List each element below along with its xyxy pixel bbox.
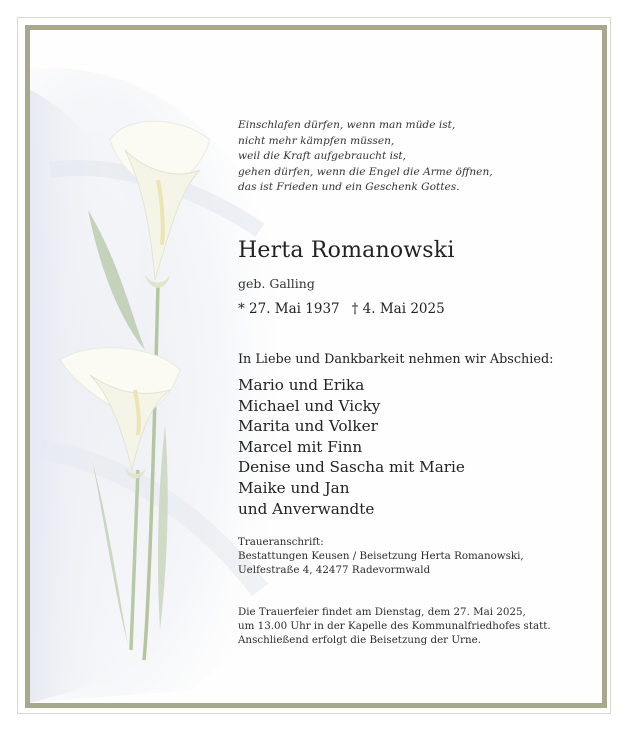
lily-bloom-icon xyxy=(110,121,210,288)
obituary-card xyxy=(25,25,607,708)
death-date: † 4. Mai 2025 xyxy=(351,301,445,317)
poem-line: gehen dürfen, wenn die Engel die Arme öffnen, xyxy=(238,165,493,178)
calla-lily-illustration xyxy=(30,30,250,703)
poem-line: weil die Kraft aufgebraucht ist, xyxy=(238,150,407,163)
service-line: Anschließend erfolgt die Beisetzung der Urne. xyxy=(238,634,481,646)
stem-icon xyxy=(131,285,158,660)
mourner-entry: und Anverwandte xyxy=(238,499,375,518)
service-line: Die Trauerfeier findet am Dienstag, dem 27. Mai 2025, xyxy=(238,606,526,618)
mourner-entry: Marcel mit Finn xyxy=(238,437,363,456)
service-line: um 13.00 Uhr in der Kapelle des Kommunalfriedhofes statt. xyxy=(238,620,551,632)
poem-line: Einschlafen dürfen, wenn man müde ist, xyxy=(238,119,456,131)
poem xyxy=(238,118,493,196)
poem-line: nicht mehr kämpfen müssen, xyxy=(238,134,395,147)
mourning-address xyxy=(238,535,524,577)
mourner-entry: Marita und Volker xyxy=(238,417,378,436)
mourners-list xyxy=(238,375,465,519)
address-line: Bestattungen Keusen / Beisetzung Herta Romanowski, xyxy=(238,550,524,562)
service-info xyxy=(238,605,551,647)
mourner-entry: Maike und Jan xyxy=(238,478,350,497)
farewell-intro: In Liebe und Dankbarkeit nehmen wir Abschied: xyxy=(238,352,554,367)
address-label: Traueranschrift: xyxy=(238,536,324,548)
mourner-entry: Michael und Vicky xyxy=(238,396,381,415)
maiden-name: geb. Galling xyxy=(238,276,315,291)
life-dates xyxy=(238,301,445,317)
address-line: Uelfestraße 4, 42477 Radevormwald xyxy=(238,564,431,576)
deceased-name: Herta Romanowski xyxy=(238,238,455,263)
mourner-entry: Denise und Sascha mit Marie xyxy=(238,458,465,477)
mourner-entry: Mario und Erika xyxy=(238,376,365,394)
poem-line: das ist Frieden und ein Geschenk Gottes. xyxy=(238,181,460,194)
birth-date: * 27. Mai 1937 xyxy=(238,301,340,317)
